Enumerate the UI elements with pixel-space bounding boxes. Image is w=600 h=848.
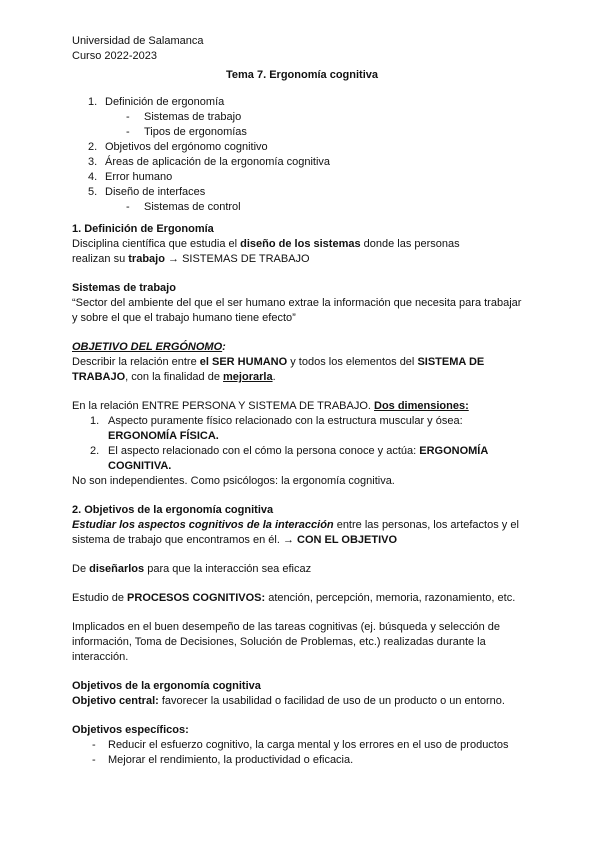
objetivo-heading: OBJETIVO DEL ERGÓNOMO:	[72, 341, 226, 353]
objetivos-heading: Objetivos de la ergonomía cognitiva	[72, 680, 261, 692]
list-item: 2. El aspecto relacionado con el cómo la persona conoce y actúa: ERGONOMÍA COGNITIVA.	[90, 445, 489, 472]
objetivo-text: TRABAJO, con la finalidad de mejorarla.	[72, 371, 276, 383]
list-item: - Mejorar el rendimiento, la productividad o eficacia.	[92, 754, 354, 766]
definition-text: Disciplina científica que estudia el diseño de los sistemas donde las personas	[72, 238, 460, 250]
toc-item: 1. Definición de ergonomía	[88, 96, 225, 108]
list-item: - Reducir el esfuerzo cognitivo, la carga mental y los errores en el uso de productos	[92, 739, 509, 751]
s2-text: Estudiar los aspectos cognitivos de la interacción entre las personas, los artefactos y el	[72, 519, 519, 531]
document-page	[72, 34, 532, 768]
document-title: Tema 7. Ergonomía cognitiva	[226, 69, 378, 81]
table-of-contents	[72, 95, 532, 215]
university-line: Universidad de Salamanca	[72, 35, 204, 47]
toc-subitem: - Sistemas de control	[126, 201, 241, 213]
list-item: 1. Aspecto puramente físico relacionado con la estructura muscular y ósea: ERGONOMÍA FÍSICA.	[90, 415, 463, 442]
objetivos-especificos-heading: Objetivos específicos:	[72, 724, 189, 736]
relacion-intro: En la relación ENTRE PERSONA Y SISTEMA DE TRABAJO. Dos dimensiones:	[72, 400, 469, 412]
toc-subitem: - Tipos de ergonomías	[126, 126, 247, 138]
toc-item: 3. Áreas de aplicación de la ergonomía cognitiva	[88, 156, 331, 168]
s2-text: sistema de trabajo que encontramos en él. → CON EL OBJETIVO	[72, 534, 398, 546]
s2-text: Implicados en el buen desempeño de las tareas cognitivas (ej. búsqueda y selección de	[72, 621, 501, 633]
sistemas-heading: Sistemas de trabajo	[72, 282, 176, 294]
toc-item: 2. Objetivos del ergónomo cognitivo	[88, 141, 268, 153]
relacion-note: No son independientes. Como psicólogos: la ergonomía cognitiva.	[72, 475, 395, 487]
section-2-heading: 2. Objetivos de la ergonomía cognitiva	[72, 504, 274, 516]
objetivo-central: Objetivo central: favorecer la usabilidad o facilidad de uso de un producto o un entorno.	[72, 695, 505, 707]
section-1-heading: 1. Definición de Ergonomía	[72, 223, 214, 235]
sistemas-quote: “Sector del ambiente del que el ser humano extrae la información que necesita para trabajar	[72, 297, 522, 309]
s2-text: Estudio de PROCESOS COGNITIVOS: atención, percepción, memoria, razonamiento, etc.	[72, 592, 516, 604]
sistemas-quote: y sobre el que el trabajo humano tiene efecto”	[72, 312, 296, 324]
toc-item: 4. Error humano	[88, 171, 173, 183]
toc-item: 5. Diseño de interfaces	[88, 186, 206, 198]
objetivo-text: Describir la relación entre el SER HUMANO y todos los elementos del SISTEMA DE	[72, 356, 485, 368]
s2-text: información, Toma de Decisiones, Solución de Problemas, etc.) realizadas durante la	[72, 636, 486, 648]
s2-text: De diseñarlos para que la interacción sea eficaz	[72, 563, 312, 575]
s2-text: interacción.	[72, 651, 129, 663]
definition-text: realizan su trabajo → SISTEMAS DE TRABAJO	[72, 253, 310, 265]
course-line: Curso 2022-2023	[72, 50, 158, 62]
toc-subitem: - Sistemas de trabajo	[126, 111, 242, 123]
